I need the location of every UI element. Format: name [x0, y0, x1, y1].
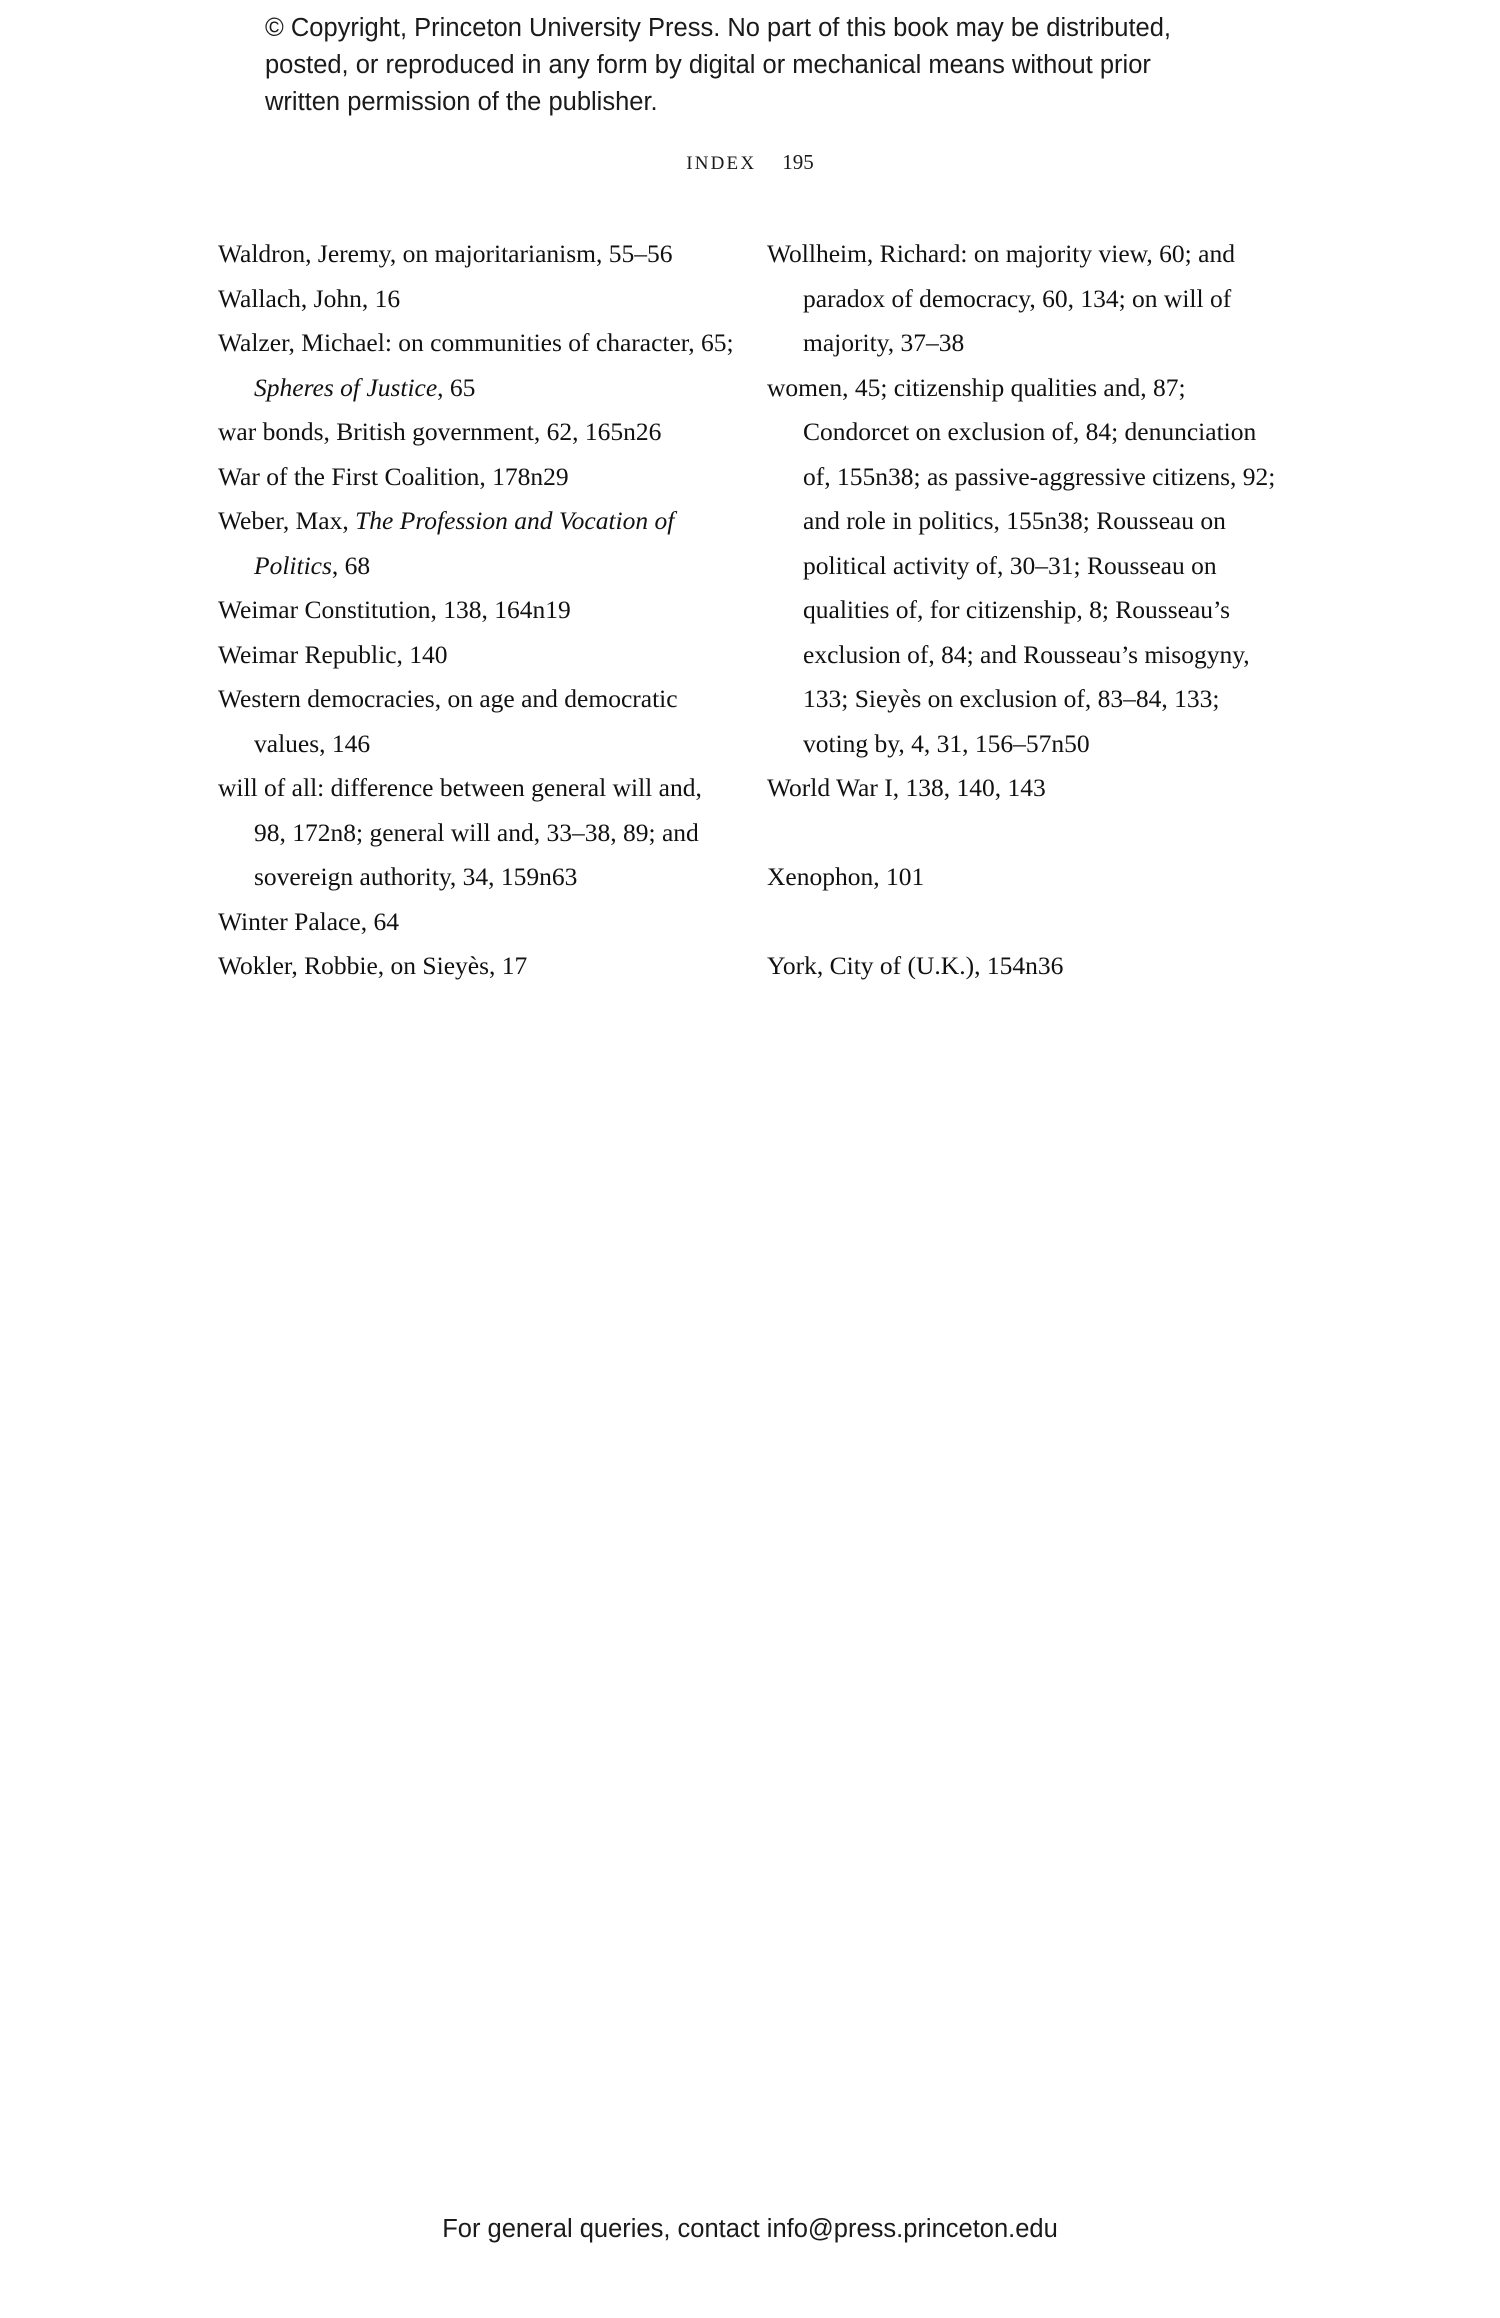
index-entry-text: Wollheim, Richard: on majority view, 60; and paradox of democracy, 60, 134; on will of majority, 37–38 [767, 239, 1242, 357]
index-entry-spacer [767, 811, 1283, 856]
index-entry-text: Wallach, John, 16 [218, 283, 401, 313]
index-entry-text: Weber, Max, [218, 506, 356, 535]
index-entry-text: War of the First Coalition, 178n29 [218, 461, 569, 491]
index-entry-title: The Profession and Vocation of Politics [254, 506, 681, 580]
index-entry [218, 766, 734, 900]
index-entry [218, 900, 734, 945]
index-entry-text: Winter Palace, 64 [218, 906, 399, 936]
index-entry-spacer [767, 900, 1283, 945]
copyright-notice: © Copyright, Princeton University Press. No part of this book may be distributed, posted, or reproduced in any form by digital or mechanical means without prior written permission of the publisher. [265, 14, 1172, 116]
index-entry-text: Wokler, Robbie, on Sieyès, 17 [218, 951, 528, 980]
index-entry [218, 232, 734, 277]
index-entry [218, 677, 734, 766]
index-entry-text: will of all: difference between general will and, 98, 172n8; general will and, 33–38, 89; and sovereign authority, 34, 159n63 [218, 773, 709, 891]
index-entry-text: Weimar Republic, 140 [218, 639, 448, 669]
index-column-right [767, 232, 1283, 989]
index-entry [218, 633, 734, 678]
running-head [0, 150, 1500, 175]
index-entry-text: World War I, 138, 140, 143 [767, 773, 1046, 802]
index-column-left [218, 232, 740, 989]
index-entry-text: Walzer, Michael: on communities of character, 65; [218, 328, 740, 357]
index-entry-text: women, 45; citizenship qualities and, 87; Condorcet on exclusion of, 84; denunciation of, 155n38; as passive-aggressive citizens, 92; and role in politics, 155n38; Rousseau on political activity of, 30–31; Rousseau on qualities of, for citizenship, 8; Rousseau’s exclusion of, 84; and Rousseau’s misogyny, 133; Sieyès on exclusion of, 83–84, 133; voting by, 4, 31, 156–57n50 [767, 372, 1282, 758]
footer-queries-note: For general queries, contact info@press.princeton.edu [442, 2215, 1058, 2243]
index-entry [767, 855, 1283, 900]
index-entry-title: Spheres of Justice [254, 372, 438, 402]
page-folio: 195 [782, 150, 814, 174]
index-entry [218, 499, 734, 588]
index-entry-text: Western democracies, on age and democratic values, 146 [218, 684, 684, 758]
index-entry [767, 766, 1283, 811]
index-entry-text: war bonds, British government, 62, 165n26 [218, 417, 662, 446]
index-entry-locators: , 65 [437, 372, 476, 402]
index-entry-text: Weimar Constitution, 138, 164n19 [218, 595, 571, 624]
index-entry [218, 321, 740, 410]
index-entry [218, 277, 734, 322]
index-entry [218, 588, 734, 633]
index-entry [218, 410, 734, 455]
index-entry [767, 366, 1283, 767]
index-entry-text: Waldron, Jeremy, on majoritarianism, 55–56 [218, 239, 673, 268]
index-columns [218, 232, 1283, 989]
running-head-label: INDEX [686, 153, 757, 174]
index-entry [218, 944, 734, 989]
index-entry [767, 232, 1283, 366]
index-entry-text: Xenophon, 101 [767, 862, 925, 891]
index-entry-locators: , 68 [331, 550, 371, 580]
index-entry [767, 944, 1283, 989]
index-entry-text: York, City of (U.K.), 154n36 [767, 951, 1064, 980]
index-entry [218, 455, 734, 500]
